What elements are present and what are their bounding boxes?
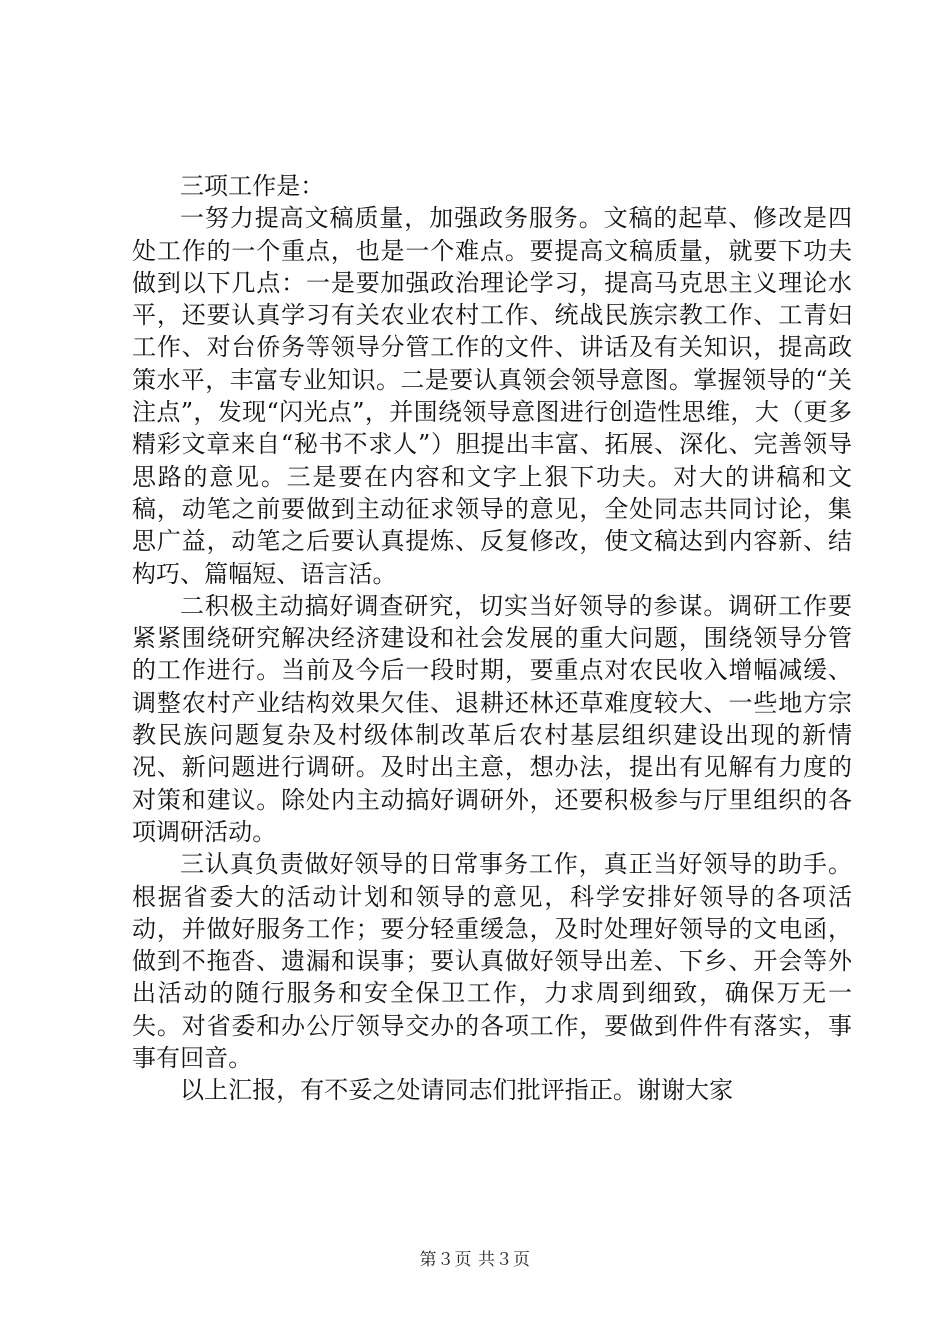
page-number-footer: 第３页 共３页	[419, 1250, 531, 1270]
paragraph-intro: 三项工作是：	[180, 172, 325, 200]
document-body	[132, 170, 852, 1107]
paragraph-item-one: 一努力提高文稿质量，加强政务服务。文稿的起草、修改是四处工作的一个重点，也是一个难点。要提高文稿质量，就要下功夫做到以下几点：一是要加强政治理论学习，提高马克思主义理论水平，还要认真学习有关农业农村工作、统战民族宗教工作、工青妇工作、对台侨务等领导分管工作的文件、讲话及有关知识，提高政策水平，丰富专业知识。二是要认真领会领导意图。掌握领导的“关注点”，发现“闪光点”，并围绕领导意图进行创造性思维，大（更多精彩文章来自“秘书不求人”）胆提出丰富、拓展、深化、完善领导思路的意见。三是要在内容和文字上狠下功夫。对大的讲稿和文稿，动笔之前要做到主动征求领导的意见，全处同志共同讨论，集思广益，动笔之后要认真提炼、反复修改，使文稿达到内容新、结构巧、篇幅短、语言活。	[132, 204, 852, 588]
paragraph-item-three: 三认真负责做好领导的日常事务工作，真正当好领导的助手。根据省委大的活动计划和领导的意见，科学安排好领导的各项活动，并做好服务工作；要分轻重缓急，及时处理好领导的文电函，做到不拖沓、遗漏和误事；要认真做好领导出差、下乡、开会等外出活动的随行服务和安全保卫工作，力求周到细致，确保万无一失。对省委和办公厅领导交办的各项工作，要做到件件有落实，事事有回音。	[132, 850, 852, 1073]
paragraph-item-two: 二积极主动搞好调查研究，切实当好领导的参谋。调研工作要紧紧围绕研究解决经济建设和社会发展的重大问题，围绕领导分管的工作进行。当前及今后一段时期，要重点对农民收入增幅减缓、调整农村产业结构效果欠佳、退耕还林还草难度较大、一些地方宗教民族问题复杂及村级体制改革后农村基层组织建设出现的新情况、新问题进行调研。及时出主意，想办法，提出有见解有力度的对策和建议。除处内主动搞好调研外，还要积极参与厅里组织的各项调研活动。	[132, 591, 852, 846]
paragraph-closing: 以上汇报，有不妥之处请同志们批评指正。谢谢大家	[180, 1076, 734, 1105]
